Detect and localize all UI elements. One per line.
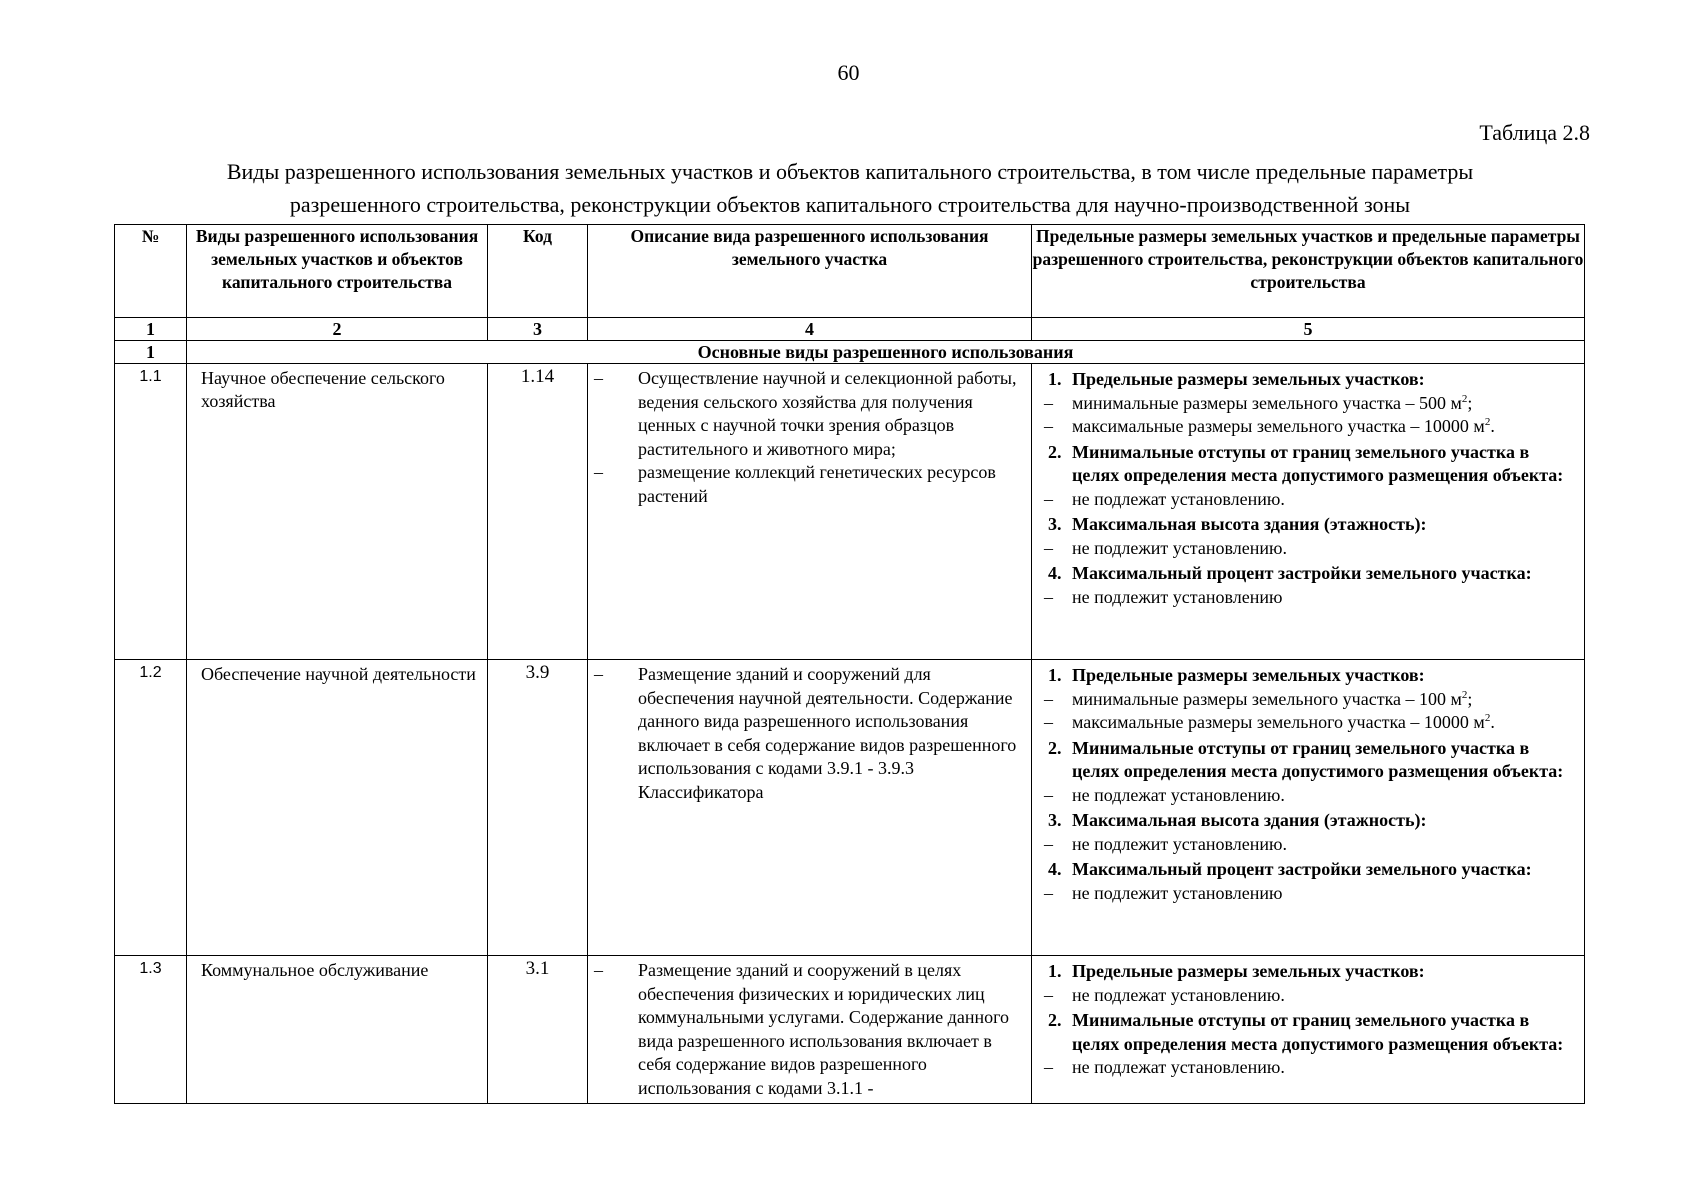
param-heading: 3. Максимальная высота здания (этажность): — [1048, 514, 1427, 534]
table-title — [130, 155, 1570, 221]
use-code: 3.1 — [488, 956, 588, 1104]
param-heading: 1. Предельные размеры земельных участков: — [1048, 961, 1425, 981]
use-kind-name: Научное обеспечение сельского хозяйства — [187, 364, 488, 660]
col-number: 2 — [187, 318, 488, 341]
land-use-table — [114, 224, 1585, 1104]
use-kind-name: Обеспечение научной деятельности — [187, 660, 488, 956]
section-number: 1 — [115, 341, 187, 364]
param-item: – не подлежит установлению — [1044, 882, 1283, 903]
page-number: 60 — [837, 60, 860, 85]
use-code: 1.14 — [488, 364, 588, 660]
description-item: – размещение коллекций генетических ресурсов растений — [594, 462, 996, 506]
row-number: 1.1 — [115, 364, 187, 660]
param-item: – не подлежит установлению. — [1044, 833, 1287, 854]
table-row — [115, 364, 1585, 660]
row-number: 1.3 — [115, 956, 187, 1104]
col-number: 5 — [1032, 318, 1585, 341]
header-row — [115, 225, 1585, 318]
param-heading: 4. Максимальный процент застройки земельного участка: — [1048, 563, 1532, 583]
param-item: – не подлежит установлению. — [1044, 537, 1287, 558]
header-kinds: Виды разрешенного использования земельных участков и объектов капитального строительства — [187, 225, 488, 318]
param-heading: 4. Максимальный процент застройки земельного участка: — [1048, 859, 1532, 879]
table-label: Таблица 2.8 — [1479, 120, 1590, 145]
column-numbers-row — [115, 318, 1585, 341]
col-number: 3 — [488, 318, 588, 341]
param-item: – минимальные размеры земельного участка – 100 $м^2$; — [1044, 688, 1473, 709]
param-heading: 2. Минимальные отступы от границ земельного участка в целях определения места допустимого размещения объекта: — [1048, 1010, 1564, 1054]
param-heading: 2. Минимальные отступы от границ земельного участка в целях определения места допустимого размещения объекта: — [1048, 737, 1564, 781]
param-heading: 1. Предельные размеры земельных участков: — [1048, 665, 1425, 685]
section-row — [115, 341, 1585, 364]
use-parameters — [1032, 660, 1585, 956]
table-title-line2: разрешенного строительства, реконструкции объектов капитального строительства для научно-производственной зоны — [289, 192, 1411, 217]
param-heading: 3. Максимальная высота здания (этажность): — [1048, 810, 1427, 830]
header-desc: Описание вида разрешенного использования земельного участка — [588, 225, 1032, 318]
description-item: – Размещение зданий и сооружений в целях обеспечения физических и юридических лиц коммунальными услугами. Содержание данного вида разрешенного использования включает в себя содержание видов разрешенного использования с кодами 3.1.1 - — [594, 960, 1010, 1098]
section-title: Основные виды разрешенного использования — [187, 341, 1585, 364]
param-item: – не подлежат установлению. — [1044, 488, 1285, 509]
param-item: – не подлежат установлению. — [1044, 784, 1285, 805]
param-item: – не подлежат установлению. — [1044, 984, 1285, 1005]
use-description — [588, 364, 1032, 660]
param-heading: 1. Предельные размеры земельных участков: — [1048, 369, 1425, 389]
table-row — [115, 956, 1585, 1104]
use-parameters — [1032, 364, 1585, 660]
header-no: № — [115, 225, 187, 318]
col-number: 4 — [588, 318, 1032, 341]
header-code: Код — [488, 225, 588, 318]
param-item: – не подлежит установлению — [1044, 586, 1283, 607]
param-item: – максимальные размеры земельного участка – 10000 $м^2$. — [1044, 712, 1495, 732]
use-kind-name: Коммунальное обслуживание — [187, 956, 488, 1104]
param-item: – максимальные размеры земельного участка – 10000 $м^2$. — [1044, 416, 1495, 436]
use-parameters — [1032, 956, 1585, 1104]
description-item: – Осуществление научной и селекционной работы, ведения сельского хозяйства для получения ценных с научной точки зрения образцов растительного и животного мира; — [594, 368, 1017, 459]
table-row — [115, 660, 1585, 956]
param-item: – не подлежат установлению. — [1044, 1057, 1285, 1077]
col-number: 1 — [115, 318, 187, 341]
table-title-line1: Виды разрешенного использования земельных участков и объектов капитального строительства, в том числе предельные параметры — [226, 159, 1474, 184]
param-heading: 2. Минимальные отступы от границ земельного участка в целях определения места допустимого размещения объекта: — [1048, 441, 1564, 485]
param-item: – минимальные размеры земельного участка – 500 $м^2$; — [1044, 392, 1473, 413]
use-description — [588, 956, 1032, 1104]
row-number: 1.2 — [115, 660, 187, 956]
header-params: Предельные размеры земельных участков и предельные параметры разрешенного строительства, реконструкции объектов капитального строительства — [1032, 225, 1585, 318]
use-description — [588, 660, 1032, 956]
description-item: – Размещение зданий и сооружений для обеспечения научной деятельности. Содержание данного вида разрешенного использования включает в себя содержание видов разрешенного использования с кодами 3.9.1 - 3.9.3 Классификатора — [594, 664, 1017, 802]
use-code: 3.9 — [488, 660, 588, 956]
